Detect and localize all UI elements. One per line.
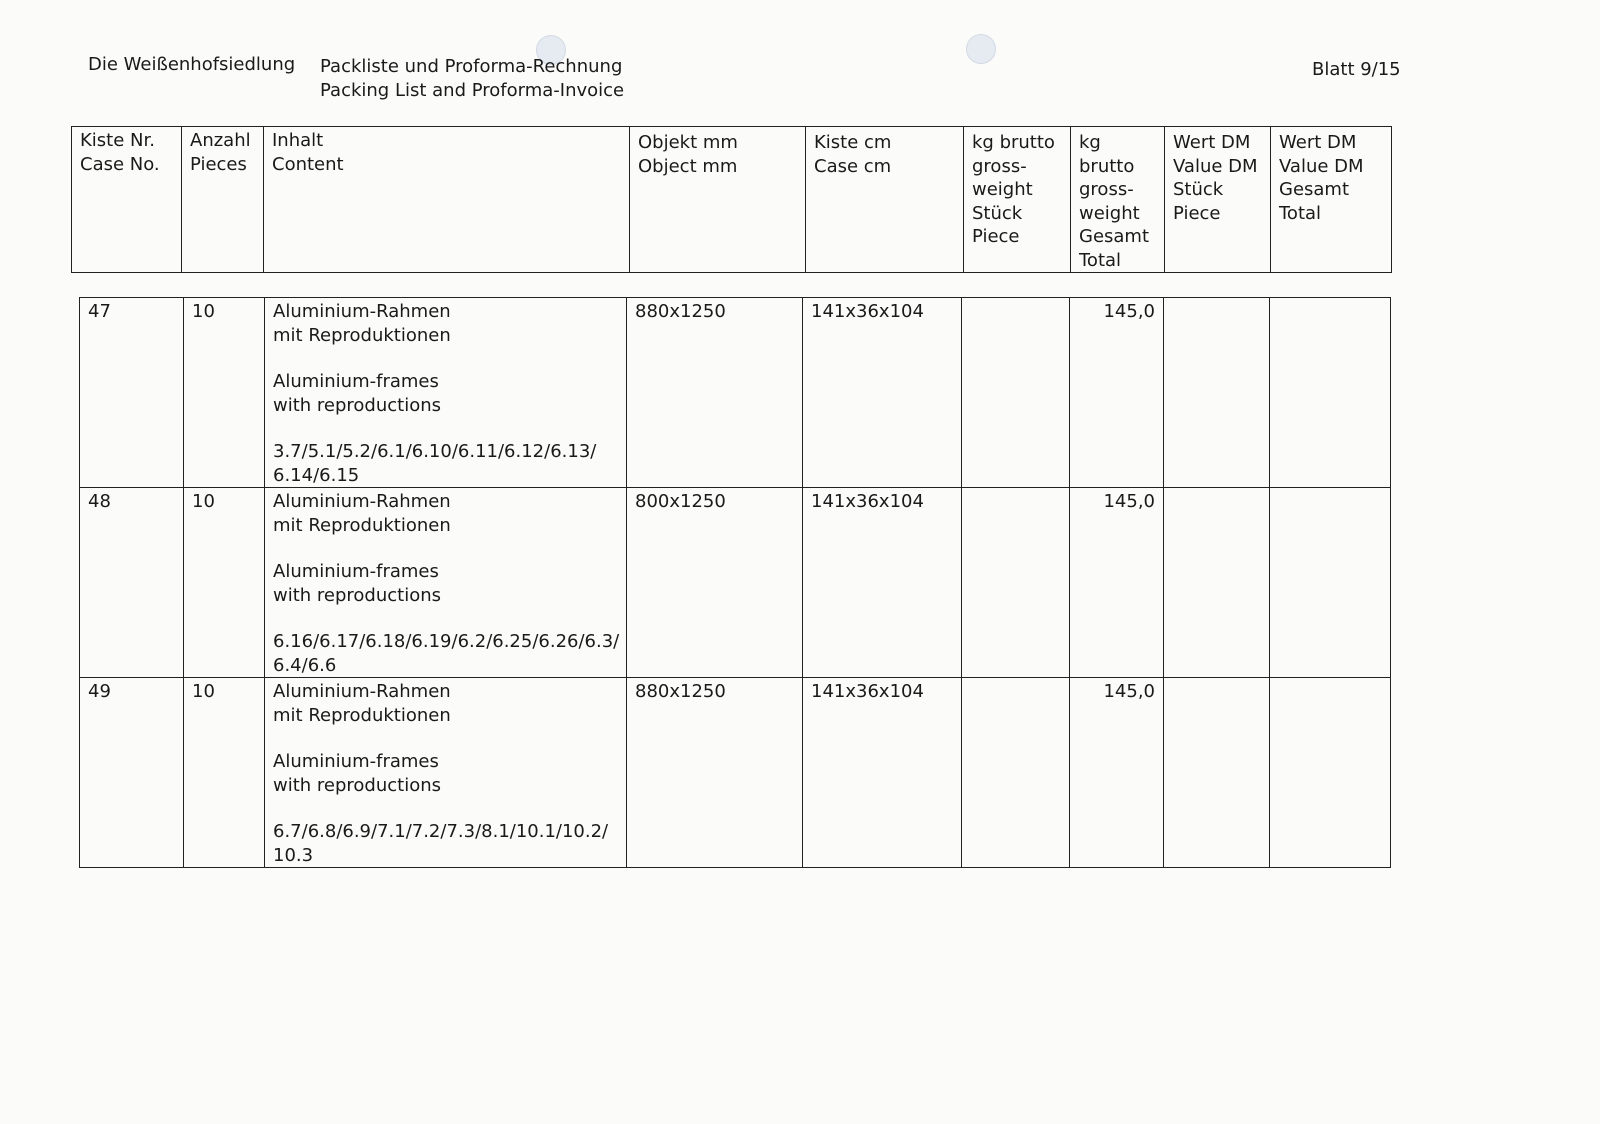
cell-object-mm: 880x1250 — [627, 678, 803, 868]
cell-weight-piece — [962, 678, 1070, 868]
cell-value-total — [1270, 298, 1391, 488]
header-value-piece: Wert DM Value DM Stück Piece — [1165, 127, 1271, 273]
cell-weight-total: 145,0 — [1070, 298, 1164, 488]
table-row — [80, 298, 1391, 488]
cell-value-total — [1270, 488, 1391, 678]
header-pieces: Anzahl Pieces — [182, 127, 264, 273]
header-weight-total: kg brutto gross- weight Gesamt Total — [1071, 127, 1165, 273]
cell-pieces: 10 — [184, 678, 265, 868]
document-title-de: Packliste und Proforma-Rechnung — [320, 56, 623, 77]
project-title: Die Weißenhofsiedlung — [88, 54, 296, 75]
cell-pieces: 10 — [184, 488, 265, 678]
cell-object-mm: 800x1250 — [627, 488, 803, 678]
cell-content: Aluminium-Rahmen mit Reproduktionen Aluminium-frames with reproductions 3.7/5.1/5.2/6.1/6.10/6.11/6.12/6.13/ 6.14/6.15 — [265, 298, 627, 488]
cell-case-no: 49 — [80, 678, 184, 868]
cell-value-total — [1270, 678, 1391, 868]
header-value-total: Wert DM Value DM Gesamt Total — [1271, 127, 1392, 273]
header-weight-piece: kg brutto gross- weight Stück Piece — [964, 127, 1071, 273]
cell-case-cm: 141x36x104 — [803, 298, 962, 488]
header-case-cm: Kiste cm Case cm — [806, 127, 964, 273]
header-case-no: Kiste Nr. Case No. — [72, 127, 182, 273]
sheet-number: Blatt 9/15 — [1312, 59, 1401, 80]
cell-content: Aluminium-Rahmen mit Reproduktionen Aluminium-frames with reproductions 6.16/6.17/6.18/6.19/6.2/6.25/6.26/6.3/ 6.4/6.6 — [265, 488, 627, 678]
cell-case-cm: 141x36x104 — [803, 488, 962, 678]
cell-case-no: 48 — [80, 488, 184, 678]
packing-list-table — [79, 297, 1391, 868]
cell-content: Aluminium-Rahmen mit Reproduktionen Aluminium-frames with reproductions 6.7/6.8/6.9/7.1/7.2/7.3/8.1/10.1/10.2/ 10.3 — [265, 678, 627, 868]
cell-value-piece — [1164, 488, 1270, 678]
cell-case-no: 47 — [80, 298, 184, 488]
table-row — [80, 678, 1391, 868]
cell-object-mm: 880x1250 — [627, 298, 803, 488]
cell-weight-total: 145,0 — [1070, 678, 1164, 868]
column-header-table — [71, 126, 1392, 273]
cell-value-piece — [1164, 298, 1270, 488]
cell-pieces: 10 — [184, 298, 265, 488]
cell-weight-piece — [962, 298, 1070, 488]
header-object-mm: Objekt mm Object mm — [630, 127, 806, 273]
table-row — [80, 488, 1391, 678]
cell-case-cm: 141x36x104 — [803, 678, 962, 868]
document-title-en: Packing List and Proforma-Invoice — [320, 80, 625, 101]
cell-weight-piece — [962, 488, 1070, 678]
cell-value-piece — [1164, 678, 1270, 868]
cell-weight-total: 145,0 — [1070, 488, 1164, 678]
header-content: Inhalt Content — [264, 127, 630, 273]
punch-hole — [966, 34, 996, 64]
